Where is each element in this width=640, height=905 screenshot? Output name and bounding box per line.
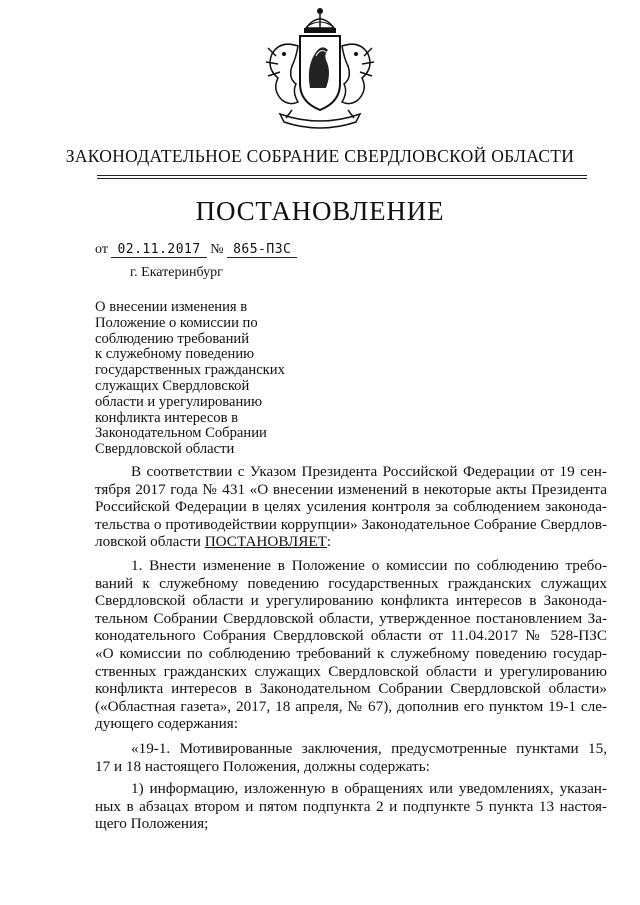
- quote-paragraph: [95, 740, 607, 775]
- document-date: 02.11.2017: [111, 242, 206, 258]
- paragraph-line: тельном Собрании Свердловской области, утвержденное постановлением За-: [95, 609, 607, 627]
- header-rule: [97, 175, 587, 176]
- document-date-number: [95, 242, 297, 258]
- paragraph-line: [95, 533, 607, 551]
- subject-line: области и урегулированию: [95, 393, 262, 410]
- text-fragment: ловской области: [95, 533, 205, 551]
- paragraph-line: 17 и 18 настоящего Положения, должны содержать:: [95, 757, 430, 775]
- document-subject: [95, 300, 325, 458]
- paragraph-line: тября 2017 года № 431 «О внесении изменений в некоторые акты Президента: [95, 480, 607, 498]
- text-fragment: :: [326, 533, 332, 551]
- date-prefix: от: [95, 242, 108, 257]
- paragraph-line: ственных гражданских служащих Свердловской области и урегулированию: [95, 662, 607, 680]
- paragraph-line: ваний к служебному поведению государственных гражданских служащих: [95, 574, 607, 592]
- paragraph-line: «О комиссии по соблюдению требований к служебному поведению государ-: [95, 644, 607, 662]
- paragraph-line: тельства о противодействии коррупции» Законодательное Собрание Свердлов-: [95, 515, 607, 533]
- document-number: 865-ПЗС: [227, 242, 297, 258]
- number-prefix: №: [210, 242, 224, 257]
- paragraph-line: «19-1. Мотивированные заключения, предусмотренные пунктами 15,: [131, 740, 607, 757]
- subject-line: Свердловской области: [95, 441, 235, 458]
- paragraph-line: ных в абзацах втором и пятом подпункта 2 и подпункте 5 пункта 13 настоя-: [95, 797, 607, 815]
- paragraph-line: конодательного Собрания Свердловской области от 11.04.2017 № 528-ПЗС: [95, 627, 607, 645]
- paragraph-line: Свердловской области и урегулированию конфликта интересов в Законода-: [95, 592, 607, 610]
- preamble-paragraph: [95, 463, 607, 551]
- point-1-paragraph: [95, 557, 607, 733]
- item-1-paragraph: [95, 780, 607, 833]
- subject-line: Законодательном Собрании: [95, 425, 267, 442]
- subject-line: государственных гражданских: [95, 362, 285, 379]
- paragraph-line: 1. Внести изменение в Положение о комиссии по соблюдению требо-: [131, 557, 607, 574]
- paragraph-line: Российской Федерации в целях усиления контроля за соблюдением законода-: [95, 498, 607, 516]
- paragraph-line: 1) информацию, изложенную в обращениях или уведомлениях, указан-: [131, 780, 607, 797]
- paragraph-line: конфликта интересов в Законодательном Собрании Свердловской области»: [95, 680, 607, 698]
- coat-of-arms-emblem: [262, 6, 378, 134]
- document-city: г. Екатеринбург: [130, 265, 223, 280]
- paragraph-line: дующего содержания:: [95, 715, 238, 733]
- paragraph-line: В соответствии с Указом Президента Российской Федерации от 19 сен-: [131, 463, 607, 480]
- subject-line: к служебному поведению: [95, 346, 255, 363]
- subject-line: соблюдению требований: [95, 330, 250, 347]
- subject-line: служащих Свердловской: [95, 377, 250, 394]
- subject-line: О внесении изменения в: [95, 299, 248, 315]
- decree-word: ПОСТАНОВЛЯЕТ: [204, 533, 327, 551]
- header-rule: [97, 178, 587, 179]
- organization-name: ЗАКОНОДАТЕЛЬНОЕ СОБРАНИЕ СВЕРДЛОВСКОЙ ОБЛАСТИ: [65, 146, 575, 166]
- paragraph-line: («Областная газета», 2017, 18 апреля, № 67), дополнив его пунктом 19-1 сле-: [95, 697, 607, 715]
- subject-line: конфликта интересов в: [95, 409, 239, 426]
- paragraph-line: щего Положения;: [95, 815, 209, 833]
- subject-line: Положение о комиссии по: [95, 314, 258, 331]
- document-type-title: ПОСТАНОВЛЕНИЕ: [195, 196, 445, 226]
